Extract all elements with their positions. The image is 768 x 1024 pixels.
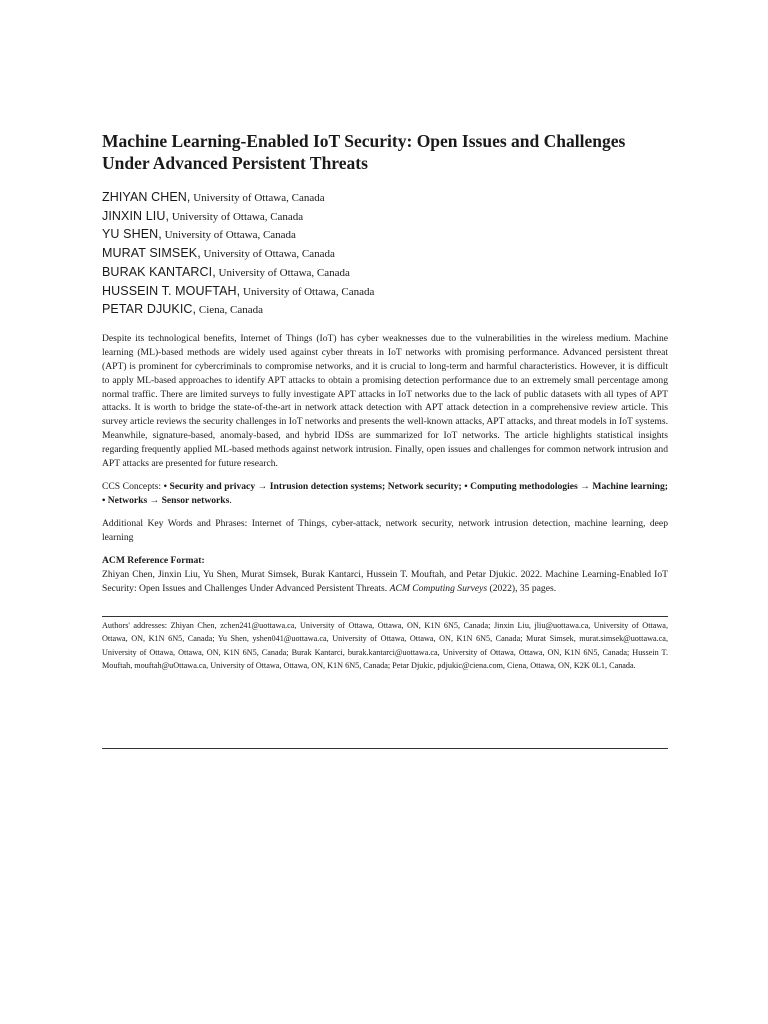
author-affiliation: Ciena, Canada [198,304,264,317]
author-name: MURAT SIMSEK, [102,246,201,261]
ccs-concept-list: • Security and privacy → Intrusion detection systems; Network security; • Computing methodologies → Machine learning; • Networks → Sensor networks [102,480,668,507]
author-affiliation: University of Ottawa, Canada [164,229,296,242]
author-name: YU SHEN, [102,227,162,242]
reference-format [102,568,668,596]
author-entry [102,245,668,264]
author-entry [102,189,668,208]
reference-format-heading: ACM Reference Format: [102,554,205,566]
ccs-end: . [229,495,232,507]
author-entry [102,264,668,283]
reference-text-end: (2022), 35 pages. [489,582,557,594]
ccs-label: CCS Concepts: [102,480,162,492]
author-list [102,189,668,320]
author-affiliation: University of Ottawa, Canada [218,266,350,279]
author-entry [102,226,668,245]
page-bottom-rule [102,748,668,749]
reference-journal: ACM Computing Surveys [389,582,488,594]
author-affiliation: University of Ottawa, Canada [243,285,375,298]
paper-title: Machine Learning-Enabled IoT Security: Open Issues and Challenges Under Advanced Persistent Threats [102,131,626,173]
author-name: HUSSEIN T. MOUFTAH, [102,283,241,298]
reference-text: Zhiyan Chen, Jinxin Liu, Yu Shen, Murat Simsek, Burak Kantarci, Hussein T. Mouftah, and Petar Djukic. 2022. Machine Learning-Enabled IoT Security: Open Issues and Challenges Under Advanced Persistent Threats. [102,568,668,594]
author-name: BURAK KANTARCI, [102,264,216,279]
author-name: JINXIN LIU, [102,208,170,223]
author-name: PETAR DJUKIC, [102,302,197,317]
abstract: Despite its technological benefits, Internet of Things (IoT) has cyber weaknesses due to the vulnerabilities in the wireless medium. Machine learning (ML)-based methods are widely used against cyber threats in IoT networks with promising performance. Advanced persistent threat (APT) is prominent for cybercriminals to compromise networks, and it is crucial to long-term and harmful characteristics. However, it is difficult to apply ML-based approaches to identify APT attacks to obtain a promising detection performance due to an extremely small percentage among normal traffic. There are limited surveys to fully investigate APT attacks in IoT networks due to the lack of public datasets with all types of APT attacks. It is worth to bridge the state-of-the-art in network attack detection with APT attack detection in a comprehensive review article. This survey article reviews the security challenges in IoT networks and presents the well-known attacks, APT attacks, and threat models in IoT systems. Meanwhile, signature-based, anomaly-based, and hybrid IDSs are summarized for IoT networks. The article highlights statistical insights regarding frequently applied ML-based methods against network intrusion. Finally, open issues and challenges for common network intrusion and APT attacks are presented for future research. [102,332,668,470]
keywords-label: Additional Key Words and Phrases: [102,517,248,529]
author-affiliation: University of Ottawa, Canada [193,192,325,204]
keywords-text: Internet of Things, cyber-attack, network security, network intrusion detection, machine learning, deep learning [102,517,668,544]
author-entry [102,208,668,227]
keywords [102,517,668,546]
author-affiliation: University of Ottawa, Canada [203,248,335,261]
footnote-rule [102,616,668,617]
author-entry [102,301,668,320]
authors-addresses-footnote: Authors' addresses: Zhiyan Chen, zchen241@uottawa.ca, University of Ottawa, Ottawa, ON, K1N 6N5, Canada; Jinxin Liu, jliu@uottawa.ca, University of Ottawa, Ottawa, ON, K1N 6N5, Canada; Yu Shen, yshen041@uottawa.ca, University of Ottawa, Ottawa, ON, K1N 6N5, Canada; Murat Simsek, murat.simsek@uottawa.ca, University of Ottawa, Ottawa, ON, K1N 6N5, Canada; Burak Kantarci, burak.kantarci@uottawa.ca, University of Ottawa, Ottawa, ON, K1N 6N5, Canada; Hussein T. Mouftah, mouftah@uOttawa.ca, University of Ottawa, Ottawa, ON, K1N 6N5, Canada; Petar Djukic, pdjukic@ciena.com, Ciena, Ottawa, ON, K2K 0L1, Canada. [102,620,668,671]
author-entry [102,283,668,302]
ccs-concepts [102,480,668,509]
author-name: ZHIYAN CHEN, [102,190,191,204]
author-affiliation: University of Ottawa, Canada [171,210,304,223]
paper-first-page [102,130,668,673]
